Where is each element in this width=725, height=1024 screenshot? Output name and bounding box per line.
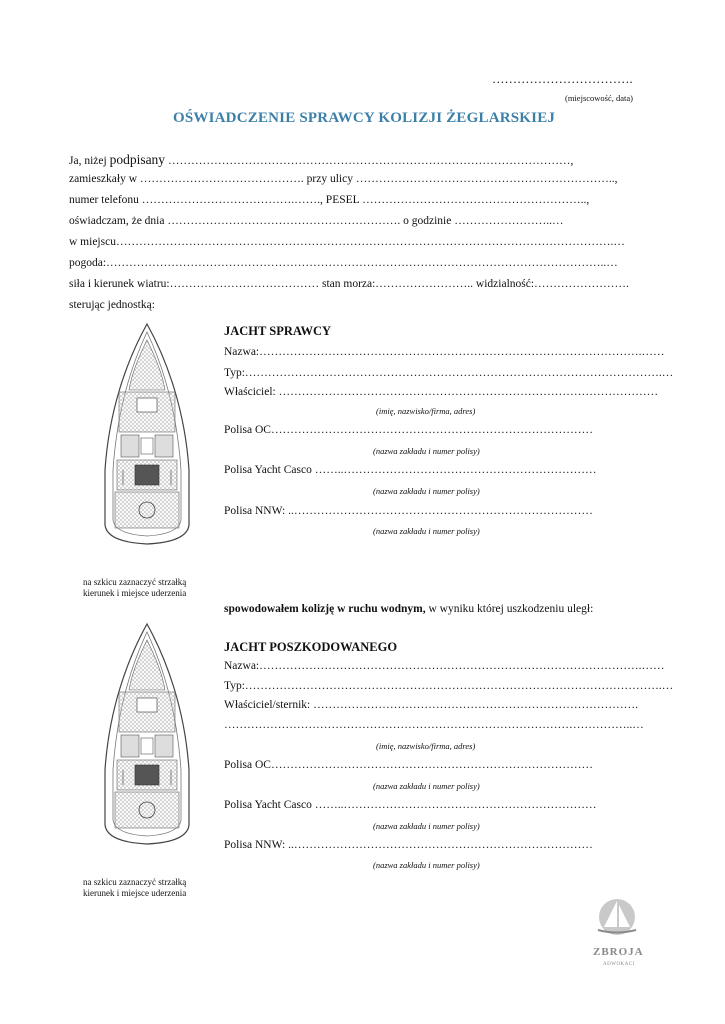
offender-yacht-heading: JACHT SPRAWCY xyxy=(224,324,332,338)
declarant-address-line[interactable]: zamieszkały w ……………………………………. przy ulicy ………………………………………………………….., xyxy=(69,173,618,185)
offender-polisa-oc-caption: (nazwa zakładu i numer polisy) xyxy=(373,446,480,456)
offender-owner-caption: (imię, nazwisko/firma, adres) xyxy=(376,406,476,416)
damaged-nazwa-field[interactable]: Nazwa:……………………………………………………………………………………….…… xyxy=(224,660,665,672)
place-date-line[interactable]: ……………………………. xyxy=(492,72,633,86)
damaged-polisa-nnw-field[interactable]: Polisa NNW: ..…………………………………………………………………… xyxy=(224,839,593,851)
collision-statement xyxy=(224,603,593,615)
offender-polisa-nnw-field[interactable]: Polisa NNW: ..…………………………………………………………………… xyxy=(224,505,593,517)
damaged-yacht-heading: JACHT POSZKODOWANEGO xyxy=(224,640,398,654)
offender-polisa-casco-field[interactable]: Polisa Yacht Casco ……..………………………………………………………… xyxy=(224,464,597,476)
page-title: OŚWIADCZENIE SPRAWCY KOLIZJI ŻEGLARSKIEJ xyxy=(173,110,556,126)
declarant-phone-pesel-line[interactable]: numer telefonu ………………………………….……., PESEL ………………………………………………….., xyxy=(69,194,590,206)
place-date-caption: (miejscowość, data) xyxy=(565,93,633,103)
offender-owner-field[interactable]: Właściciel: ……………………………………………………………………………………… xyxy=(224,386,659,398)
offender-typ-field[interactable]: Typ:……………………………………………………………………………………………….… xyxy=(224,367,674,379)
declarant-name-dots[interactable]: ……………………………………………………………………………………………, xyxy=(165,155,574,167)
damaged-polisa-oc-field[interactable]: Polisa OC………………………………………………………………………… xyxy=(224,759,593,771)
damaged-typ-field[interactable]: Typ:……………………………………………………………………………………………….… xyxy=(224,680,674,692)
yacht-sketch-offender[interactable] xyxy=(97,320,197,548)
offender-polisa-nnw-caption: (nazwa zakładu i numer polisy) xyxy=(373,526,480,536)
logo-subtitle: ADWOKACI xyxy=(603,962,635,967)
yacht-sketch-damaged[interactable] xyxy=(97,620,197,848)
sailboat-logo-icon xyxy=(592,895,642,941)
declarant-wind-sea-visibility-line[interactable]: siła i kierunek wiatru:………………………………… stan morza:…………………….. widzialność:……………………. xyxy=(69,278,629,290)
sketch-note-2-line1: na szkicu zaznaczyć strzałką xyxy=(83,877,187,887)
damaged-polisa-casco-field[interactable]: Polisa Yacht Casco ……..………………………………………………………… xyxy=(224,799,597,811)
declarant-line-name[interactable] xyxy=(69,152,573,168)
sketch-note-2-line2: kierunek i miejsce uderzenia xyxy=(83,888,187,898)
declarant-place-line[interactable]: w miejscu………………………………………………………………………………………………………………….… xyxy=(69,236,625,248)
offender-polisa-casco-caption: (nazwa zakładu i numer polisy) xyxy=(373,486,480,496)
damaged-polisa-casco-caption: (nazwa zakładu i numer polisy) xyxy=(373,821,480,831)
declarant-podpisany: podpisany xyxy=(109,152,166,167)
offender-nazwa-field[interactable]: Nazwa:……………………………………………………………………………………….…… xyxy=(224,346,665,358)
damaged-polisa-oc-caption: (nazwa zakładu i numer polisy) xyxy=(373,781,480,791)
sketch-note-1-line1: na szkicu zaznaczyć strzałką xyxy=(83,577,187,587)
damaged-owner-caption: (imię, nazwisko/firma, adres) xyxy=(376,741,476,751)
damaged-polisa-nnw-caption: (nazwa zakładu i numer polisy) xyxy=(373,860,480,870)
offender-polisa-oc-field[interactable]: Polisa OC………………………………………………………………………… xyxy=(224,424,593,436)
damaged-owner-extra-line[interactable]: ……………………………………………………………………………………………..… xyxy=(224,719,644,731)
declarant-prefix: Ja, niżej xyxy=(69,155,110,167)
sketch-note-1-line2: kierunek i miejsce uderzenia xyxy=(83,588,187,598)
collision-statement-rest: w wyniku której uszkodzeniu uległ: xyxy=(425,603,594,615)
declarant-weather-line[interactable]: pogoda:…………………………………………………………………………………………………………………..… xyxy=(69,257,618,269)
declarant-vessel-label: sterując jednostką: xyxy=(69,299,155,311)
damaged-owner-skipper-field[interactable]: Właściciel/sternik: …………………………………………………………………………. xyxy=(224,699,638,711)
collision-statement-bold: spowodowałem kolizję w ruchu wodnym, xyxy=(224,603,426,615)
declarant-date-time-line[interactable]: oświadczam, że dnia ……………………………………………………. o godzinie ……………………..… xyxy=(69,215,564,227)
logo-name: ZBROJA xyxy=(593,946,644,958)
